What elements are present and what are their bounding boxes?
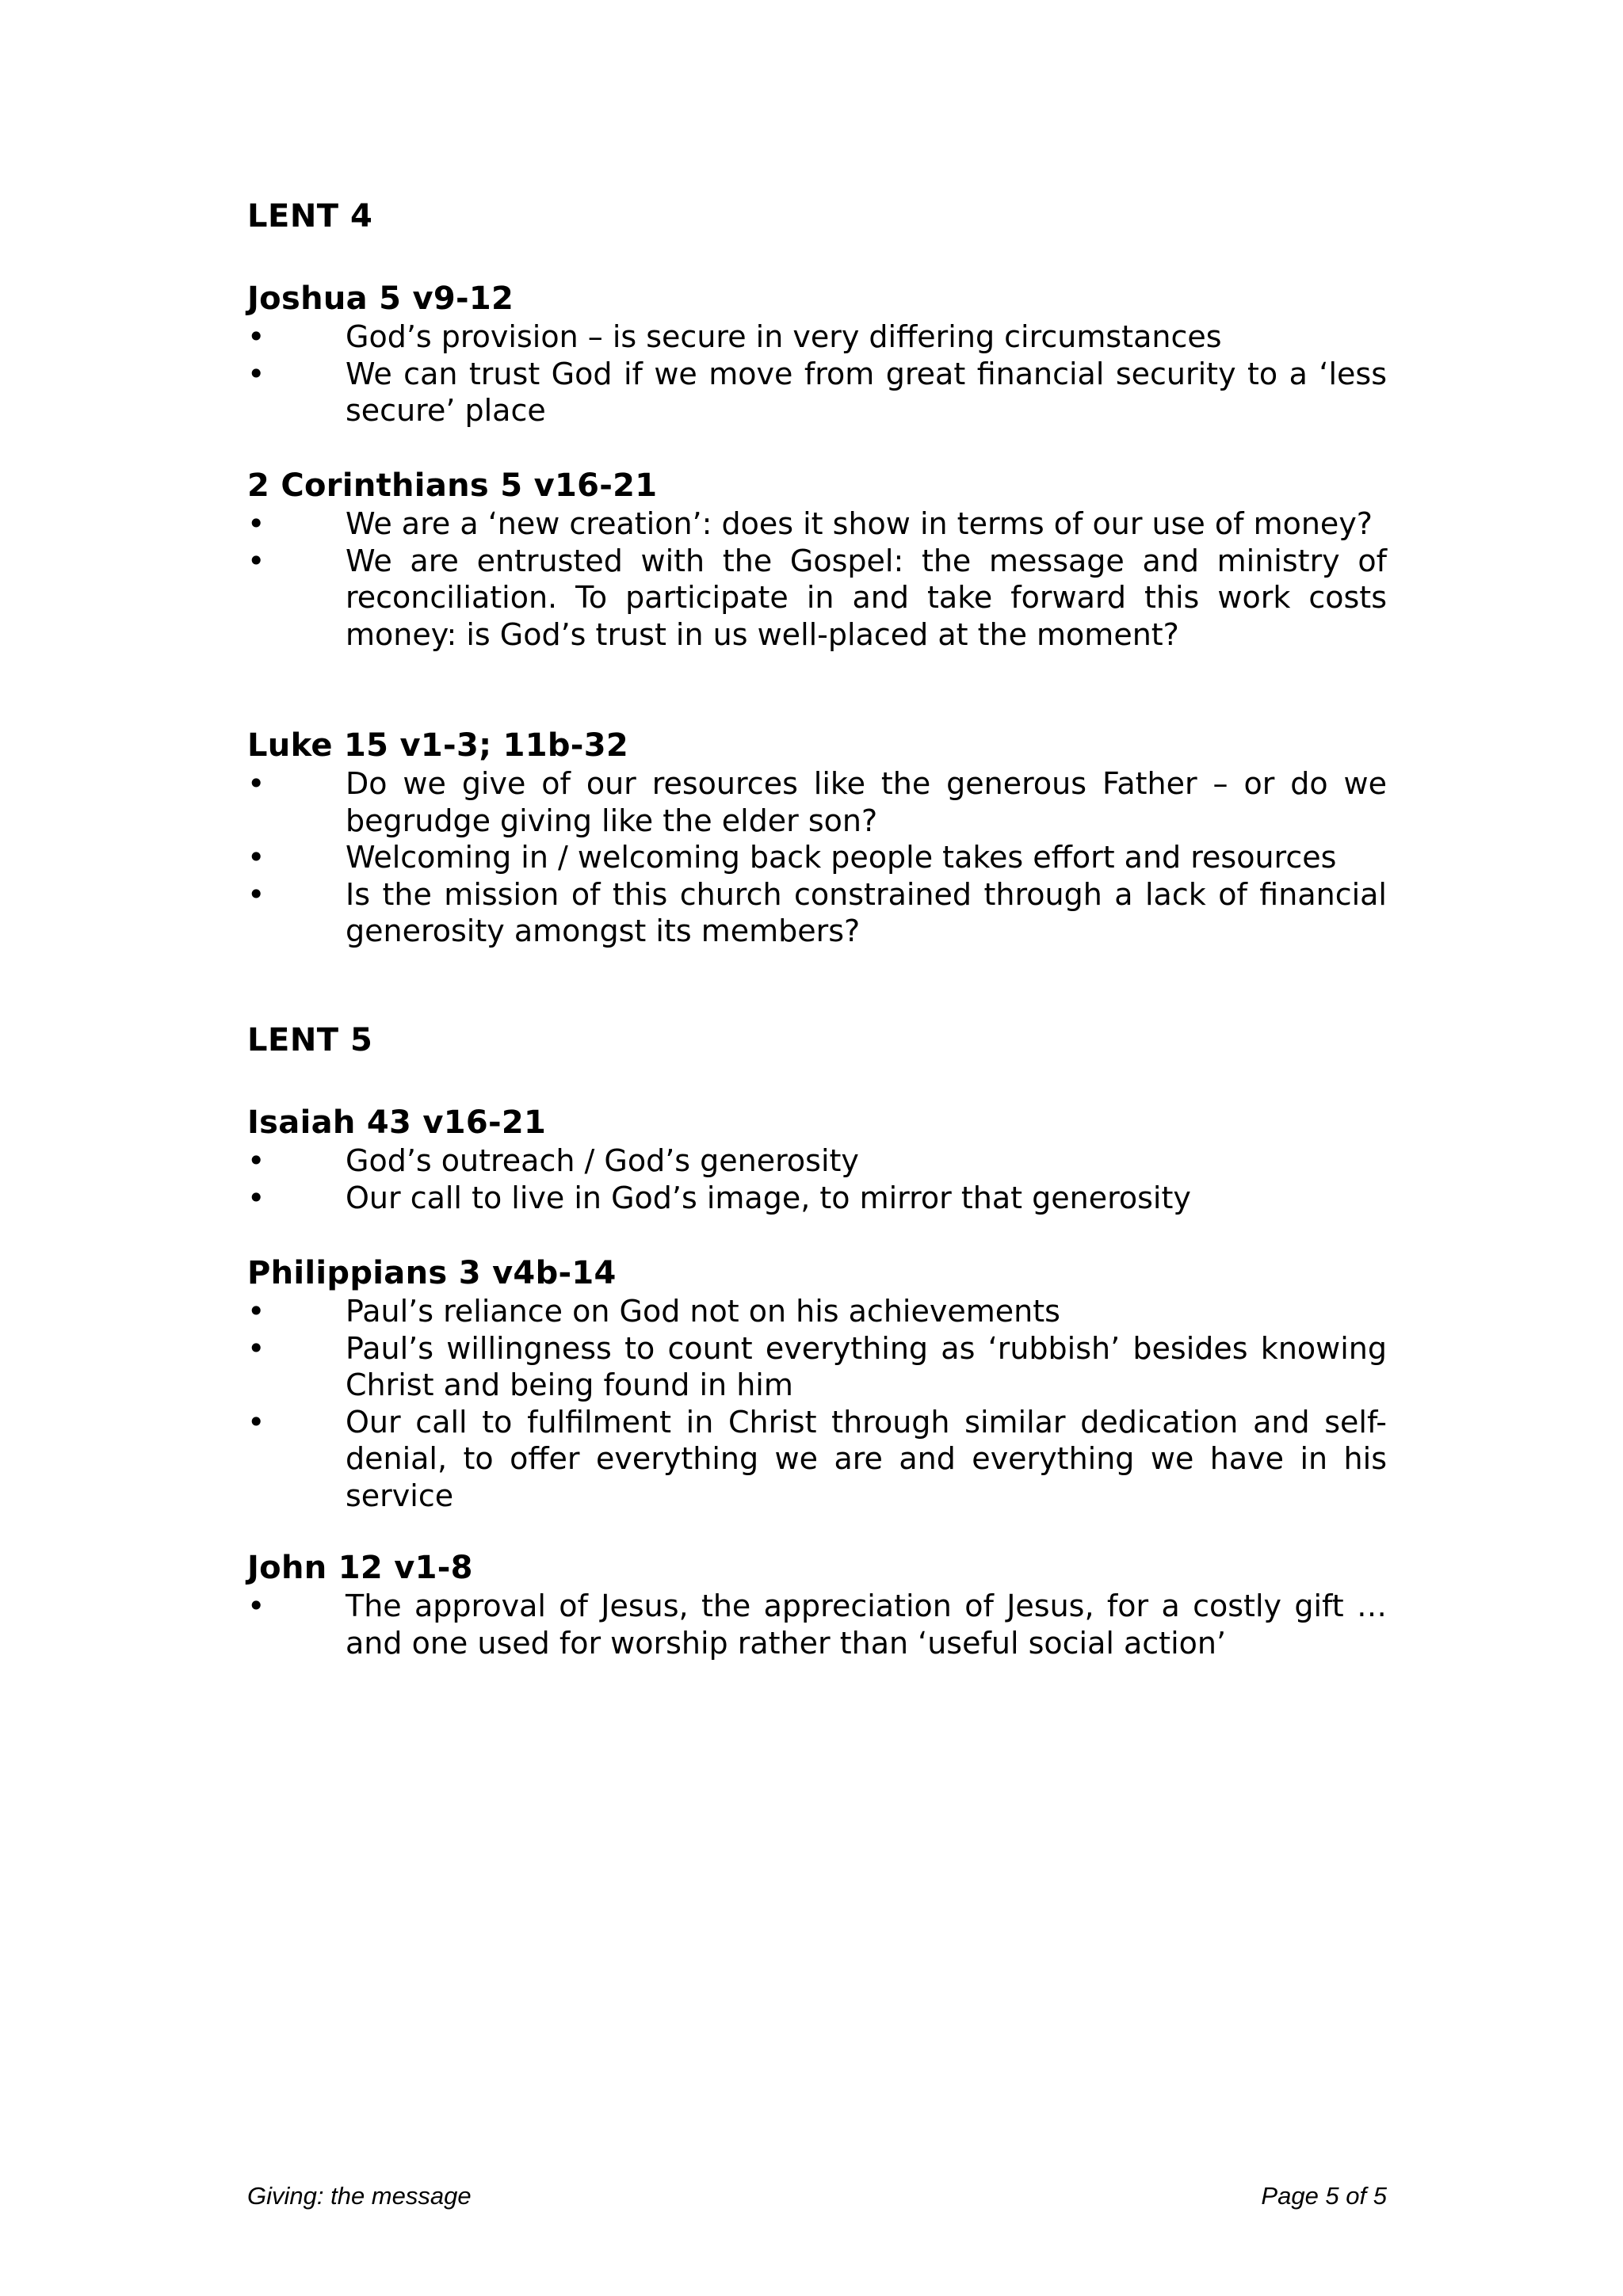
bullet-icon: • [247, 506, 265, 541]
reading-joshua [247, 280, 1387, 429]
section-heading-lent-4: LENT 4 [247, 198, 373, 235]
list-item [247, 876, 1387, 950]
list-item [247, 1330, 1387, 1404]
point-text: God’s outreach / God’s generosity [346, 1143, 859, 1178]
bullet-icon: • [247, 840, 265, 875]
bullet-icon: • [247, 356, 265, 391]
bullet-icon: • [247, 1330, 265, 1366]
reading-2-corinthians [247, 467, 1387, 653]
point-text: Welcoming in / welcoming back people takes effort and resources [346, 840, 1337, 875]
point-text: Our call to fulfilment in Christ through similar dedication and self-denial, to offer everything we are and everything we have in his service [346, 1404, 1387, 1513]
bullet-list [247, 505, 1387, 653]
list-item [247, 839, 1387, 876]
reading-isaiah [247, 1104, 1387, 1216]
list-item [247, 1588, 1387, 1661]
bullet-icon: • [247, 1180, 265, 1215]
list-item [247, 543, 1387, 654]
point-text: Is the mission of this church constrained through a lack of financial generosity amongst its members? [346, 876, 1387, 948]
section-heading-lent-5: LENT 5 [247, 1022, 373, 1058]
bullet-list [247, 1293, 1387, 1514]
list-item [247, 318, 1387, 356]
list-item [247, 1142, 1387, 1180]
list-item [247, 765, 1387, 839]
reading-reference: John 12 v1-8 [247, 1550, 473, 1586]
list-item [247, 1293, 1387, 1330]
point-text: We can trust God if we move from great financial security to a ‘less secure’ place [346, 356, 1387, 428]
bullet-list [247, 765, 1387, 950]
point-text: Paul’s reliance on God not on his achievements [346, 1294, 1060, 1329]
point-text: Do we give of our resources like the generous Father – or do we begrudge giving like the elder son? [346, 766, 1387, 838]
bullet-icon: • [247, 1404, 265, 1440]
bullet-icon: • [247, 1294, 265, 1329]
point-text: We are a ‘new creation’: does it show in terms of our use of money? [346, 506, 1373, 541]
reading-reference: Philippians 3 v4b-14 [247, 1255, 617, 1291]
point-text: We are entrusted with the Gospel: the message and ministry of reconciliation. To participate in and take forward this work costs money: is God’s trust in us well-placed at the moment? [346, 543, 1387, 652]
reading-john [247, 1550, 1387, 1661]
point-text: God’s provision – is secure in very differing circumstances [346, 319, 1222, 354]
reading-luke [247, 727, 1387, 950]
list-item [247, 1180, 1387, 1217]
reading-philippians [247, 1255, 1387, 1514]
reading-reference: Joshua 5 v9-12 [247, 280, 514, 317]
bullet-icon: • [247, 876, 265, 912]
list-item [247, 1404, 1387, 1515]
bullet-icon: • [247, 319, 265, 354]
bullet-icon: • [247, 766, 265, 801]
bullet-icon: • [247, 1143, 265, 1178]
list-item [247, 505, 1387, 543]
bullet-list [247, 1588, 1387, 1661]
footer-page-number: Page 5 of 5 [1261, 2182, 1387, 2210]
reading-reference: Luke 15 v1-3; 11b-32 [247, 727, 628, 764]
bullet-list [247, 318, 1387, 429]
point-text: Paul’s willingness to count everything as ‘rubbish’ besides knowing Christ and being found in him [346, 1330, 1387, 1402]
bullet-list [247, 1142, 1387, 1216]
point-text: Our call to live in God’s image, to mirror that generosity [346, 1180, 1191, 1215]
reading-reference: Isaiah 43 v16-21 [247, 1104, 547, 1141]
bullet-icon: • [247, 1589, 265, 1623]
reading-reference: 2 Corinthians 5 v16-21 [247, 467, 658, 504]
bullet-icon: • [247, 543, 265, 578]
point-text: The approval of Jesus, the appreciation of Jesus, for a costly gift … and one used for worship rather than ‘useful social action’ [346, 1589, 1387, 1661]
list-item [247, 356, 1387, 429]
footer-document-title: Giving: the message [247, 2182, 472, 2210]
